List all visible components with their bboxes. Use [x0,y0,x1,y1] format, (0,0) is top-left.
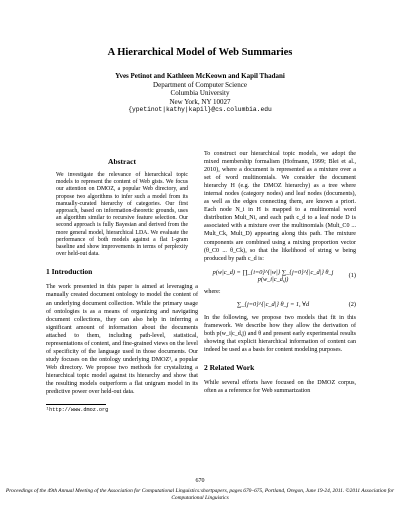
model-paragraph: To construct our hierarchical topic models, we adopt the mixed membership formalism (Hofmann, 1999; Blei et al., 2010), where a document is represented as a mixture over a set of word multinomials. We consider the document hierarchy H (e.g. the DMOZ hierarchy) as a tree where internal nodes (category nodes) and leaf nodes (documents), as well as the edges connecting them, are known a priori. Each node N_i in H is mapped to a multinomial word distribution Mult_Ni, and each path c_d to a leaf node D is associated with a mixture over the multinomials (Mult_C0 ... Mult_Ck, Mult_D) appearing along this path. The mixture components are combined using a mixing proportion vector (θ_C0 ... θ_Ck), so that the likelihood of string w being produced by path c_d is: [204,151,356,262]
footnote-divider [46,404,106,405]
framework-paragraph: In the following, we propose two models that fit in this framework. We describe how they allow the derivation of both p(w_i|c_d,j) and θ and present early experimental results showing that explicit hierarchical information of content can indeed be used as a basis for content modeling purposes. [204,314,356,353]
section-heading-introduction: 1 Introduction [46,267,93,277]
where-label: where: [204,288,221,295]
proceedings-footer: Proceedings of the 49th Annual Meeting of the Association for Computational Linguistics:shortpapers, pages 670–675, Portland, Oregon, June 19-24, 2011. ©2011 Association for Computational Linguistics [5,488,395,501]
right-column [204,150,356,395]
abstract-text: We investigate the relevance of hierarchical topic models to represent the content of Web gists. We focus our attention on DMOZ, a popular Web directory, and propose two algorithms to infer such a model from its manually-curated hierarchy of categories. Our first approach, based on information-theoretic grounds, uses an algorithm similar to recursive feature selection. Our second approach is fully Bayesian and derived from the more general model, hierarchical LDA. We evaluate the performance of both models against a flat 1-gram baseline and show improvements in terms of perplexity over held-out data. [56,172,188,258]
author-department: Department of Computer Science [153,80,247,89]
footnote: ¹http://www.dmoz.org [46,407,109,414]
related-work-text: While several efforts have focused on the DMOZ corpus, often as a reference for Web summarization [204,379,356,394]
equation-1 [204,269,356,283]
left-column [46,150,198,413]
page-number: 670 [195,478,205,484]
equation-2 [204,301,356,308]
author-city: New York, NY 10027 [169,97,231,106]
equation-2-body: ∑_{j=0}^{|c_d|} θ_j = 1, ∀d [236,300,310,308]
abstract-heading: Abstract [108,157,136,166]
introduction-text: The work presented in this paper is aimed at leveraging a manually created document ontology to model the content of an underlying document collection. While the primary usage of ontologies is as a means of organizing and navigating document collections, they can also help in inferring a significant amount of information about the documents attached to them, including path-level, statistical, representations of content, and fine-grained views on the level of specificity of the language used in those documents. Our study focuses on the ontology underlying DMOZ¹, a popular Web directory. We propose two methods for crystalizing a hierarchical topic model against its hierarchy and show that the resulting models outperform a flat unigram model in its predictive power over held-out data. [46,284,198,396]
author-email: {ypetinot|kathy|kapil}@cs.columbia.edu [128,106,272,114]
equation-1-body: p(w|c_d) = ∏_{i=0}^{|w|} ∑_{j=0}^{|c_d|} θ_j p(w_i|c_d,j) [212,268,334,283]
author-block [0,72,400,115]
equation-1-number: (1) [348,272,356,280]
paper-title: A Hierarchical Model of Web Summaries [107,47,293,58]
author-university: Columbia University [170,89,230,98]
equation-2-number: (2) [348,300,356,308]
author-names: Yves Petinot and Kathleen McKeown and Kapil Thadani [115,72,285,80]
section-heading-related-work: 2 Related Work [204,362,255,372]
